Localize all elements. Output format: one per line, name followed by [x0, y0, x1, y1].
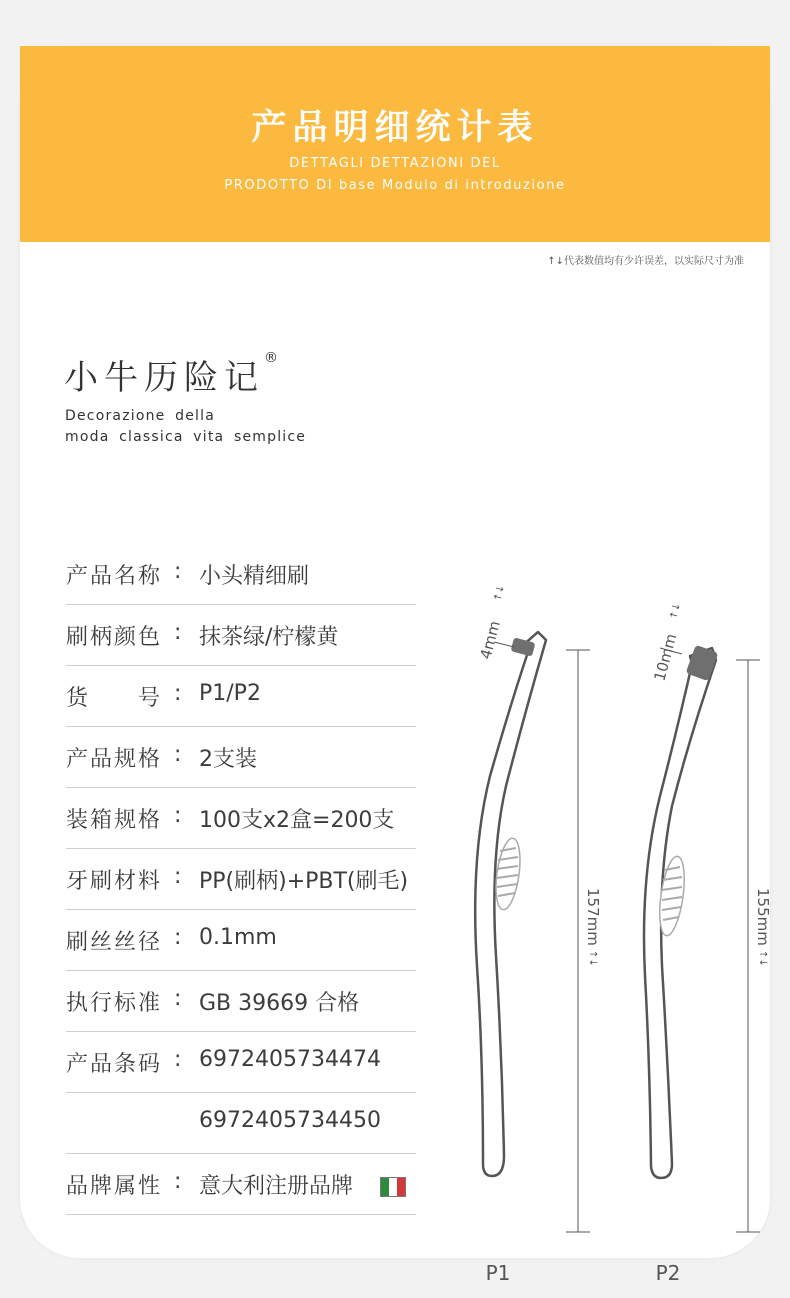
header-subtitle-line2: PRODOTTO DI base Modulo di introduzione: [224, 178, 566, 193]
spec-colon: :: [174, 681, 182, 706]
flag-stripe-red: [397, 1178, 405, 1196]
brand-slogan-line1: Decorazione della: [65, 408, 215, 424]
p1-length-dimension: [566, 650, 602, 1232]
spec-label: 品牌属性: [66, 1174, 163, 1199]
spec-row: [66, 971, 416, 1032]
spec-label: 刷柄颜色: [66, 625, 163, 650]
p2-head-arrows: ↑↓: [668, 601, 684, 621]
spec-label: 执行标准: [66, 991, 163, 1016]
p2-length-label: 155mm: [754, 888, 772, 946]
p2-label: P2: [655, 1261, 681, 1285]
spec-value: 6972405734450: [199, 1108, 381, 1133]
spec-row: [66, 1032, 416, 1093]
toothbrush-p1: [475, 584, 602, 1285]
header-banner: [20, 46, 770, 242]
registered-mark: ®: [264, 350, 278, 366]
spec-row: [66, 1154, 416, 1215]
spec-value: 0.1mm: [199, 925, 277, 950]
spec-colon: :: [174, 1047, 182, 1072]
spec-value: 6972405734474: [199, 1047, 381, 1072]
italy-flag-icon: [380, 1177, 406, 1197]
spec-colon: :: [174, 559, 182, 584]
spec-colon: :: [174, 742, 182, 767]
spec-row: [66, 1093, 416, 1154]
flag-stripe-green: [381, 1178, 389, 1196]
spec-row: [66, 849, 416, 910]
p1-length-arrows: ↑↓: [587, 950, 598, 967]
spec-label: 产品名称: [66, 564, 163, 589]
p1-head-dimension: [476, 584, 514, 661]
brand-logo-text: 小牛历险记: [64, 358, 264, 398]
spec-row: [66, 605, 416, 666]
spec-value: GB 39669 合格: [199, 991, 360, 1016]
spec-value: 抹茶绿/柠檬黄: [199, 625, 339, 650]
p2-length-dimension: [736, 660, 772, 1232]
brand-logo: [64, 350, 278, 399]
p1-label: P1: [485, 1261, 511, 1285]
p1-length-label: 157mm: [584, 888, 602, 946]
header-subtitle-line1: DETTAGLI DETTAZIONI DEL: [289, 156, 501, 171]
spec-label: 货 号: [66, 686, 163, 711]
spec-colon: :: [174, 803, 182, 828]
spec-value: P1/P2: [199, 681, 261, 706]
p1-head-arrows: ↑↓: [492, 583, 508, 603]
spec-label: 装箱规格: [66, 808, 163, 833]
spec-colon: :: [174, 864, 182, 889]
spec-value: 100支x2盒=200支: [199, 808, 395, 833]
p1-head-size-label: 4mm: [476, 618, 504, 662]
toothbrush-p2: [644, 602, 772, 1285]
spec-label: 牙刷材料: [66, 869, 163, 894]
spec-label: 产品条码: [66, 1052, 163, 1077]
spec-row: [66, 788, 416, 849]
spec-colon: :: [174, 1169, 182, 1194]
spec-row: [66, 910, 416, 971]
flag-stripe-white: [389, 1178, 397, 1196]
spec-row: [66, 727, 416, 788]
spec-table: [66, 544, 416, 1215]
brand-slogan-line2: moda classica vita semplice: [65, 429, 307, 445]
spec-colon: :: [174, 986, 182, 1011]
spec-row: [66, 544, 416, 605]
spec-row: [66, 666, 416, 727]
spec-value: 小头精细刷: [199, 564, 310, 589]
p2-head-size-label: 10mm: [650, 631, 681, 684]
p2-head-dimension: [650, 602, 683, 683]
spec-value: 意大利注册品牌: [199, 1174, 354, 1199]
measurement-note: ↑↓代表数值均有少许误差，以实际尺寸为准: [547, 256, 744, 267]
toothbrush-diagram: [420, 536, 772, 1285]
spec-colon: :: [174, 925, 182, 950]
spec-value: 2支装: [199, 747, 257, 772]
page-title: 产品明细统计表: [251, 108, 539, 148]
spec-label: 产品规格: [66, 747, 163, 772]
spec-value: PP(刷柄)+PBT(刷毛): [199, 869, 409, 894]
spec-colon: :: [174, 620, 182, 645]
p2-length-arrows: ↑↓: [757, 950, 768, 967]
spec-label: 刷丝丝径: [66, 930, 163, 955]
product-card: [20, 46, 772, 1285]
